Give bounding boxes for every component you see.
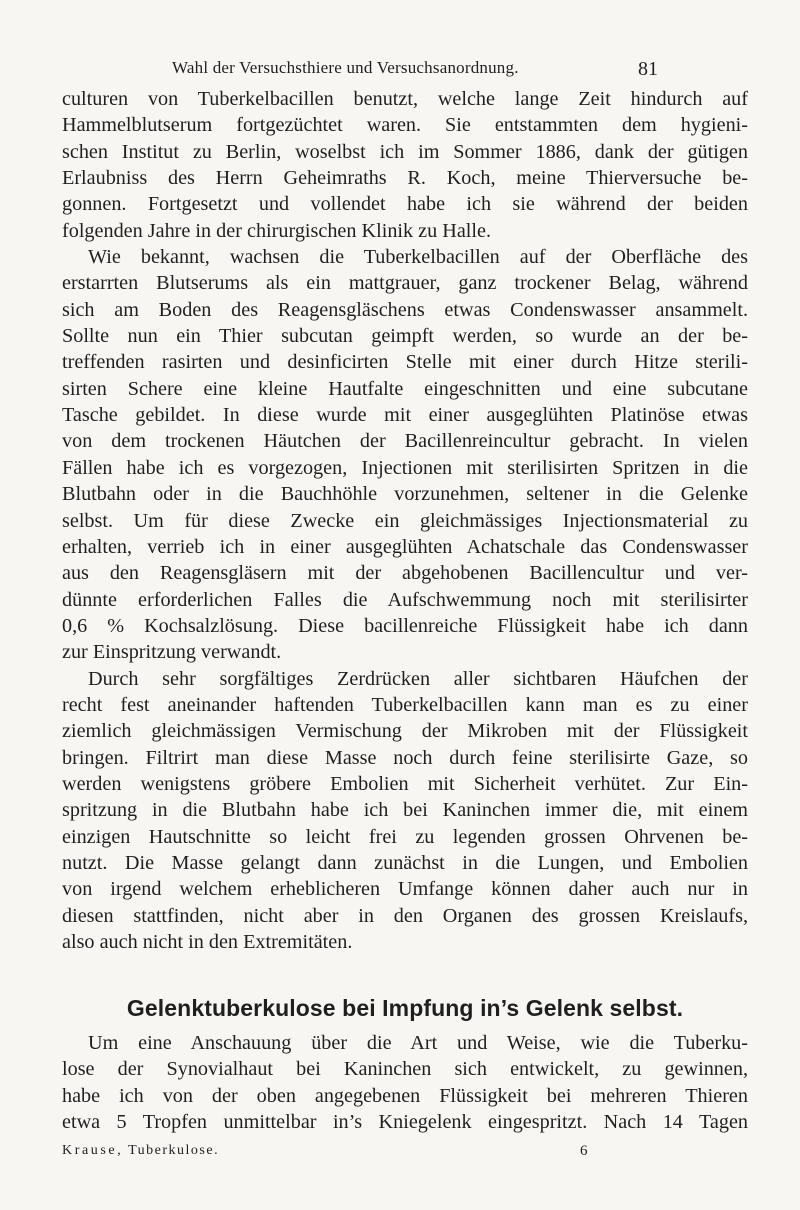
paragraph-1	[62, 86, 748, 244]
text-line: zur Einspritzung verwandt.	[62, 641, 282, 664]
text-line: folgenden Jahre in der chirurgischen Klinik zu Halle.	[62, 219, 492, 242]
text-line: Um eine Anschauung über die Art und Weise, wie die Tuberku-	[88, 1032, 748, 1054]
text-line: einzigen Hautschnitte so leicht frei zu legenden grossen Ohrvenen be-	[62, 825, 748, 848]
footer-signature-line	[62, 1143, 219, 1159]
main-text	[62, 86, 748, 955]
text-line: nutzt. Die Masse gelangt dann zunächst in die Lungen, und Embolien	[62, 851, 748, 874]
text-line: Durch sehr sorgfältiges Zerdrücken aller sichtbaren Häufchen der	[88, 667, 748, 690]
text-line: Wie bekannt, wachsen die Tuberkelbacillen auf der Oberfläche des	[88, 246, 748, 269]
text-line: aus den Reagensgläsern mit der abgehobenen Bacillencultur und ver-	[62, 562, 748, 585]
text-line: sirten Schere eine kleine Hautfalte eingeschnitten und eine subcutane	[62, 377, 748, 400]
text-line: dünnte erforderlichen Falles die Aufschwemmung noch mit sterilisirter	[62, 588, 748, 611]
running-head	[172, 58, 662, 78]
text-line: selbst. Um für diese Zwecke ein gleichmässiges Injectionsmaterial zu	[62, 509, 748, 532]
text-line: werden wenigstens gröbere Embolien mit Sicherheit verhütet. Zur Ein-	[62, 772, 748, 795]
text-line: culturen von Tuberkelbacillen benutzt, welche lange Zeit hindurch auf	[62, 88, 748, 110]
text-line: Erlaubniss des Herrn Geheimraths R. Koch, meine Thierversuche be-	[62, 167, 748, 190]
text-line: recht fest aneinander haftenden Tuberkelbacillen kann man es zu einer	[62, 693, 748, 716]
text-line: gonnen. Fortgesetzt und vollendet habe ich sie während der beiden	[62, 193, 748, 216]
text-line: ziemlich gleichmässigen Vermischung der Mikroben mit der Flüssigkeit	[62, 720, 748, 743]
text-line: bringen. Filtrirt man diese Masse noch durch feine sterilisirte Gaze, so	[62, 746, 748, 769]
section-heading: Gelenktuberkulose bei Impfung in’s Gelenk selbst.	[126, 995, 684, 1021]
text-line: also auch nicht in den Extremitäten.	[62, 931, 353, 953]
text-line: Blutbahn oder in die Bauchhöhle vorzunehmen, seltener in die Gelenke	[62, 483, 748, 506]
paragraph-3	[62, 666, 748, 956]
text-line: Hammelblutserum fortgezüchtet waren. Sie entstammten dem hygieni-	[62, 114, 748, 137]
footer-author: Krause,	[62, 1143, 124, 1158]
text-line: diesen stattfinden, nicht aber in den Organen des grossen Kreislaufs,	[62, 904, 748, 927]
text-line: treffenden rasirten und desinficirten Stelle mit einer durch Hitze sterili-	[62, 351, 748, 374]
section-text	[62, 1030, 748, 1135]
text-line: lose der Synovialhaut bei Kaninchen sich entwickelt, zu gewinnen,	[62, 1058, 748, 1081]
paragraph-4	[62, 1030, 748, 1135]
footer-work: Tuberkulose.	[128, 1143, 220, 1158]
text-line: von irgend welchem erheblicheren Umfange können daher auch nur in	[62, 878, 748, 901]
running-title: Wahl der Versuchsthiere und Versuchsanordnung.	[172, 58, 519, 77]
text-line: von dem trockenen Häutchen der Bacillenreincultur gebracht. In vielen	[62, 430, 748, 453]
text-line: Tasche gebildet. In diese wurde mit einer ausgeglühten Platinöse etwas	[62, 404, 748, 427]
text-line: erhalten, verrieb ich in einer ausgeglühten Achatschale das Condenswasser	[62, 535, 748, 558]
text-line: habe ich von der oben angegebenen Flüssigkeit bei mehreren Thieren	[62, 1084, 748, 1107]
page-number: 81	[638, 58, 658, 80]
text-line: sich am Boden des Reagensgläschens etwas Condenswasser ansammelt.	[62, 298, 748, 321]
text-line: 0,6 % Kochsalzlösung. Diese bacillenreiche Flüssigkeit habe ich dann	[62, 614, 748, 637]
text-line: schen Institut zu Berlin, woselbst ich im Sommer 1886, dank der gütigen	[62, 140, 748, 163]
text-line: Sollte nun ein Thier subcutan geimpft werden, so wurde an der be-	[62, 325, 748, 348]
text-line: erstarrten Blutserums als ein mattgrauer, ganz trockener Belag, während	[62, 272, 748, 295]
footer-signature-mark: 6	[580, 1143, 588, 1159]
text-line: Fällen habe ich es vorgezogen, Injectionen mit sterilisirten Spritzen in die	[62, 456, 748, 479]
paragraph-2	[62, 244, 748, 666]
text-line: etwa 5 Tropfen unmittelbar in’s Kniegelenk eingespritzt. Nach 14 Tagen	[62, 1111, 748, 1134]
text-line: spritzung in die Blutbahn habe ich bei Kaninchen immer die, mit einem	[62, 799, 748, 822]
